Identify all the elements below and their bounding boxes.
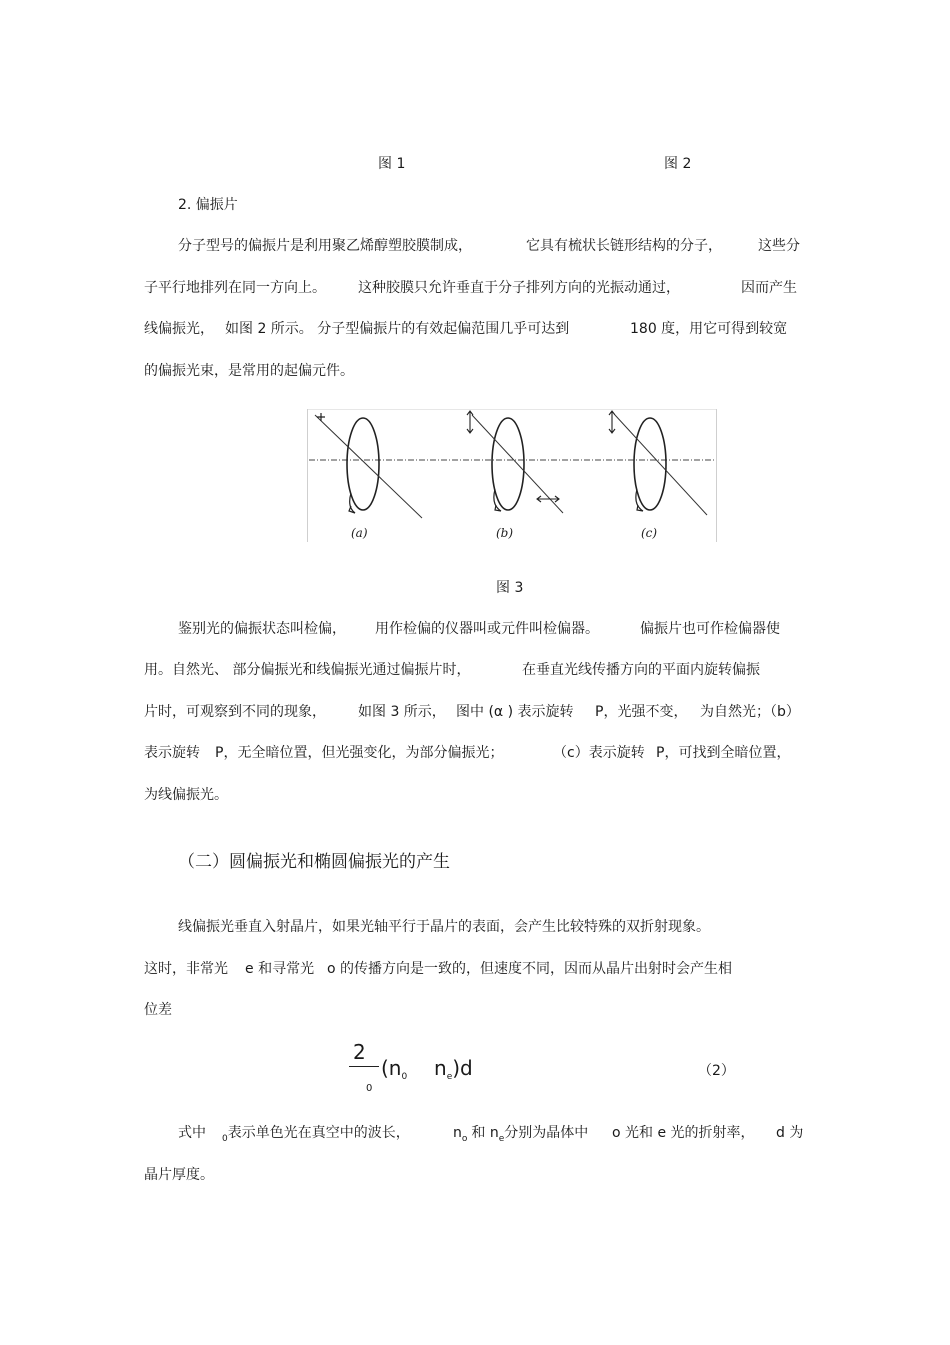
paragraph-text: e 和寻常光 <box>245 961 315 977</box>
paragraph-text: 位差 <box>144 1002 172 1018</box>
paragraph-text: P，光强不变， <box>595 704 688 720</box>
paragraph-text: 如图 2 所示。 分子型偏振片的有效起偏范围几乎可达到 <box>225 321 570 337</box>
paragraph-text: 这种胶膜只允许垂直于分子排列方向的光振动通过， <box>358 280 680 296</box>
figure-3-diagram <box>307 409 717 542</box>
paragraph-text: 分子型号的偏振片是利用聚乙烯醇塑胶膜制成， <box>178 238 472 254</box>
equation-number: （2） <box>698 1063 735 1079</box>
equation-body: $n_e)d$ <box>434 1056 473 1082</box>
paragraph-text: 片时，可观察到不同的现象， <box>144 704 326 720</box>
figure-3b <box>467 411 563 540</box>
paragraph-text: 表示旋转 <box>144 745 200 761</box>
paragraph-text: P，无全暗位置，但光强变化，为部分偏振光； <box>215 745 504 761</box>
paragraph-text: 线偏振光垂直入射晶片，如果光轴平行于晶片的表面，会产生比较特殊的双折射现象。 <box>178 919 710 935</box>
figure-3c-label: (c) <box>641 526 658 540</box>
paragraph-text: 的偏振光束，是常用的起偏元件。 <box>144 363 354 379</box>
paragraph-text: 因而产生 <box>741 280 797 296</box>
paragraph-text: 用作检偏的仪器叫或元件叫检偏器。 <box>375 621 599 637</box>
paragraph-text: 式中 $_0$表示单色光在真空中的波长， <box>178 1125 410 1144</box>
equation-body: ($n_0$ <box>381 1056 408 1082</box>
paragraph-text: 鉴别光的偏振状态叫检偏， <box>178 621 346 637</box>
paragraph-text: $n_o$ 和 $n_e$分别为晶体中 <box>453 1125 589 1144</box>
figure-3c <box>609 411 707 540</box>
paragraph-text: 180 度，用它可得到较宽 <box>630 321 788 337</box>
paragraph-text: o 光和 e 光的折射率， <box>612 1125 755 1141</box>
section-title: 2. 偏振片 <box>178 197 238 213</box>
figure-2-caption: 图 2 <box>664 156 692 172</box>
paragraph-text: （c）表示旋转 <box>553 745 645 761</box>
paragraph-text: 偏振片也可作检偏器使 <box>640 621 780 637</box>
paragraph-text: 如图 3 所示， <box>358 704 446 720</box>
paragraph-text: 用。自然光、 部分偏振光和线偏振光通过偏振片时， <box>144 662 471 678</box>
paragraph-text: 线偏振光， <box>144 321 214 337</box>
figure-3a-label: (a) <box>351 526 368 540</box>
paragraph-text: 这时，非常光 <box>144 961 228 977</box>
paragraph-text: 在垂直光线传播方向的平面内旋转偏振 <box>522 662 760 678</box>
figure-3a <box>315 413 422 540</box>
paragraph-text: 这些分 <box>758 238 800 254</box>
figure-3b-label: (b) <box>496 526 514 540</box>
paragraph-text: 晶片厚度。 <box>144 1167 214 1183</box>
equation-numerator: 2 <box>353 1040 366 1064</box>
paragraph-text: 子平行地排列在同一方向上。 <box>144 280 326 296</box>
paragraph-text: 为线偏振光。 <box>144 787 228 803</box>
paragraph-text: 它具有梳状长链形结构的分子， <box>526 238 722 254</box>
paragraph-text: P，可找到全暗位置， <box>656 745 791 761</box>
equation-denominator: 0 <box>366 1083 373 1094</box>
figure-3-caption: 图 3 <box>496 580 524 596</box>
section-heading: （二）圆偏振光和椭圆偏振光的产生 <box>178 852 450 872</box>
paragraph-text: d 为 <box>776 1125 804 1141</box>
figure-1-caption: 图 1 <box>378 156 406 172</box>
paragraph-text: 图中 (α ) 表示旋转 <box>456 704 574 720</box>
fraction-bar <box>349 1066 379 1067</box>
paragraph-text: o 的传播方向是一致的，但速度不同，因而从晶片出射时会产生相 <box>327 961 733 977</box>
paragraph-text: 为自然光；（b） <box>700 704 800 720</box>
